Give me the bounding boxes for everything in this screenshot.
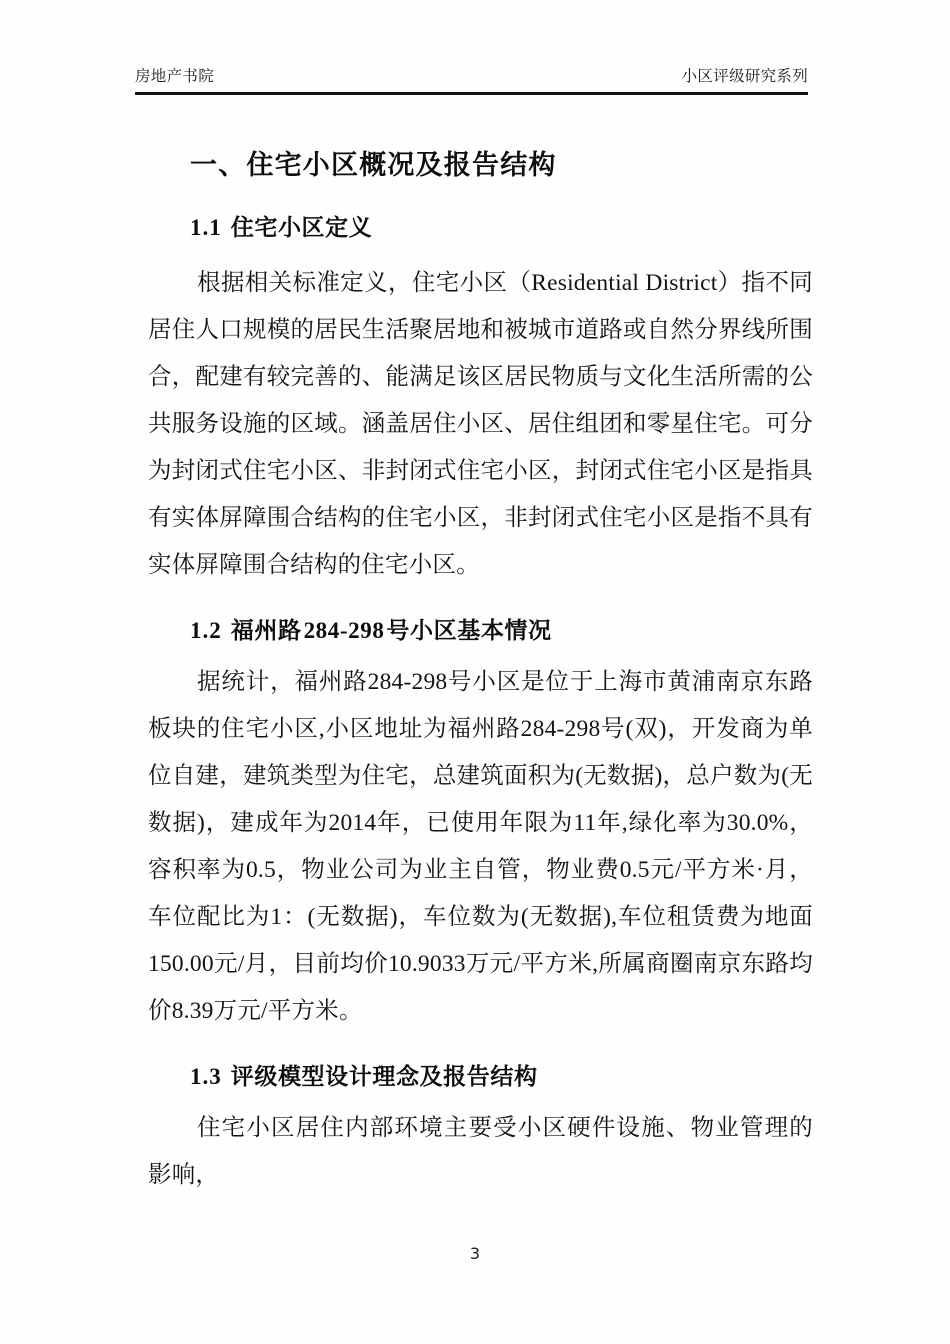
section-paragraph-1-1: 根据相关标准定义，住宅小区（Residential District）指不同居住人口规模的居民生活聚居地和被城市道路或自然分界线所围合，配建有较完善的、能满足该区居民物质与文化生活所需的公共服务设施的区域。涵盖居住小区、居住组团和零星住宅。可分为封闭式住宅小区、非封闭式住宅小区，封闭式住宅小区是指具有实体屏障围合结构的住宅小区，非封闭式住宅小区是指不具有实体屏障围合结构的住宅小区。: [148, 270, 813, 578]
section-title-1-2-prefix: 福州路: [230, 618, 302, 644]
section-title-1-2-suffix: 号小区基本情况: [386, 618, 552, 644]
section-paragraph-1-3: 住宅小区居住内部环境主要受小区硬件设施、物业管理的影响，: [148, 1115, 813, 1188]
document-content: [148, 118, 813, 1199]
header-left-text: 房地产书院: [135, 67, 215, 85]
section-number-1-1: 1.1: [190, 215, 222, 240]
section-title-1-1: 住宅小区定义: [230, 215, 373, 241]
section-title-1-2-number: 284-298: [303, 618, 385, 643]
running-header: [135, 66, 808, 86]
header-right-text: 小区评级研究系列: [681, 67, 808, 85]
section-heading-1-3: [148, 1035, 813, 1095]
section-number-1-3: 1.3: [190, 1064, 222, 1089]
chapter-heading: 一、住宅小区概况及报告结构: [190, 150, 557, 181]
header-divider-rule: [135, 92, 808, 95]
page-number: 3: [469, 1244, 481, 1263]
section-title-1-3: 评级模型设计理念及报告结构: [230, 1064, 538, 1090]
section-paragraph-1-2: 据统计，福州路284-298号小区是位于上海市黄浦南京东路板块的住宅小区,小区地址为福州路284-298号(双)，开发商为单位自建，建筑类型为住宅，总建筑面积为(无数据)，总户数为(无数据)，建成年为2014年，已使用年限为11年,绿化率为30.0%，容积率为0.5，物业公司为业主自管，物业费0.5元/平方米·月，车位配比为1：(无数据)，车位数为(无数据),车位租赁费为地面150.00元/月，目前均价10.9033万元/平方米,所属商圈南京东路均价8.39万元/平方米。: [148, 669, 813, 1024]
section-number-1-2: 1.2: [190, 618, 222, 643]
section-heading-1-1: [148, 186, 813, 246]
section-heading-1-2: [148, 589, 813, 649]
